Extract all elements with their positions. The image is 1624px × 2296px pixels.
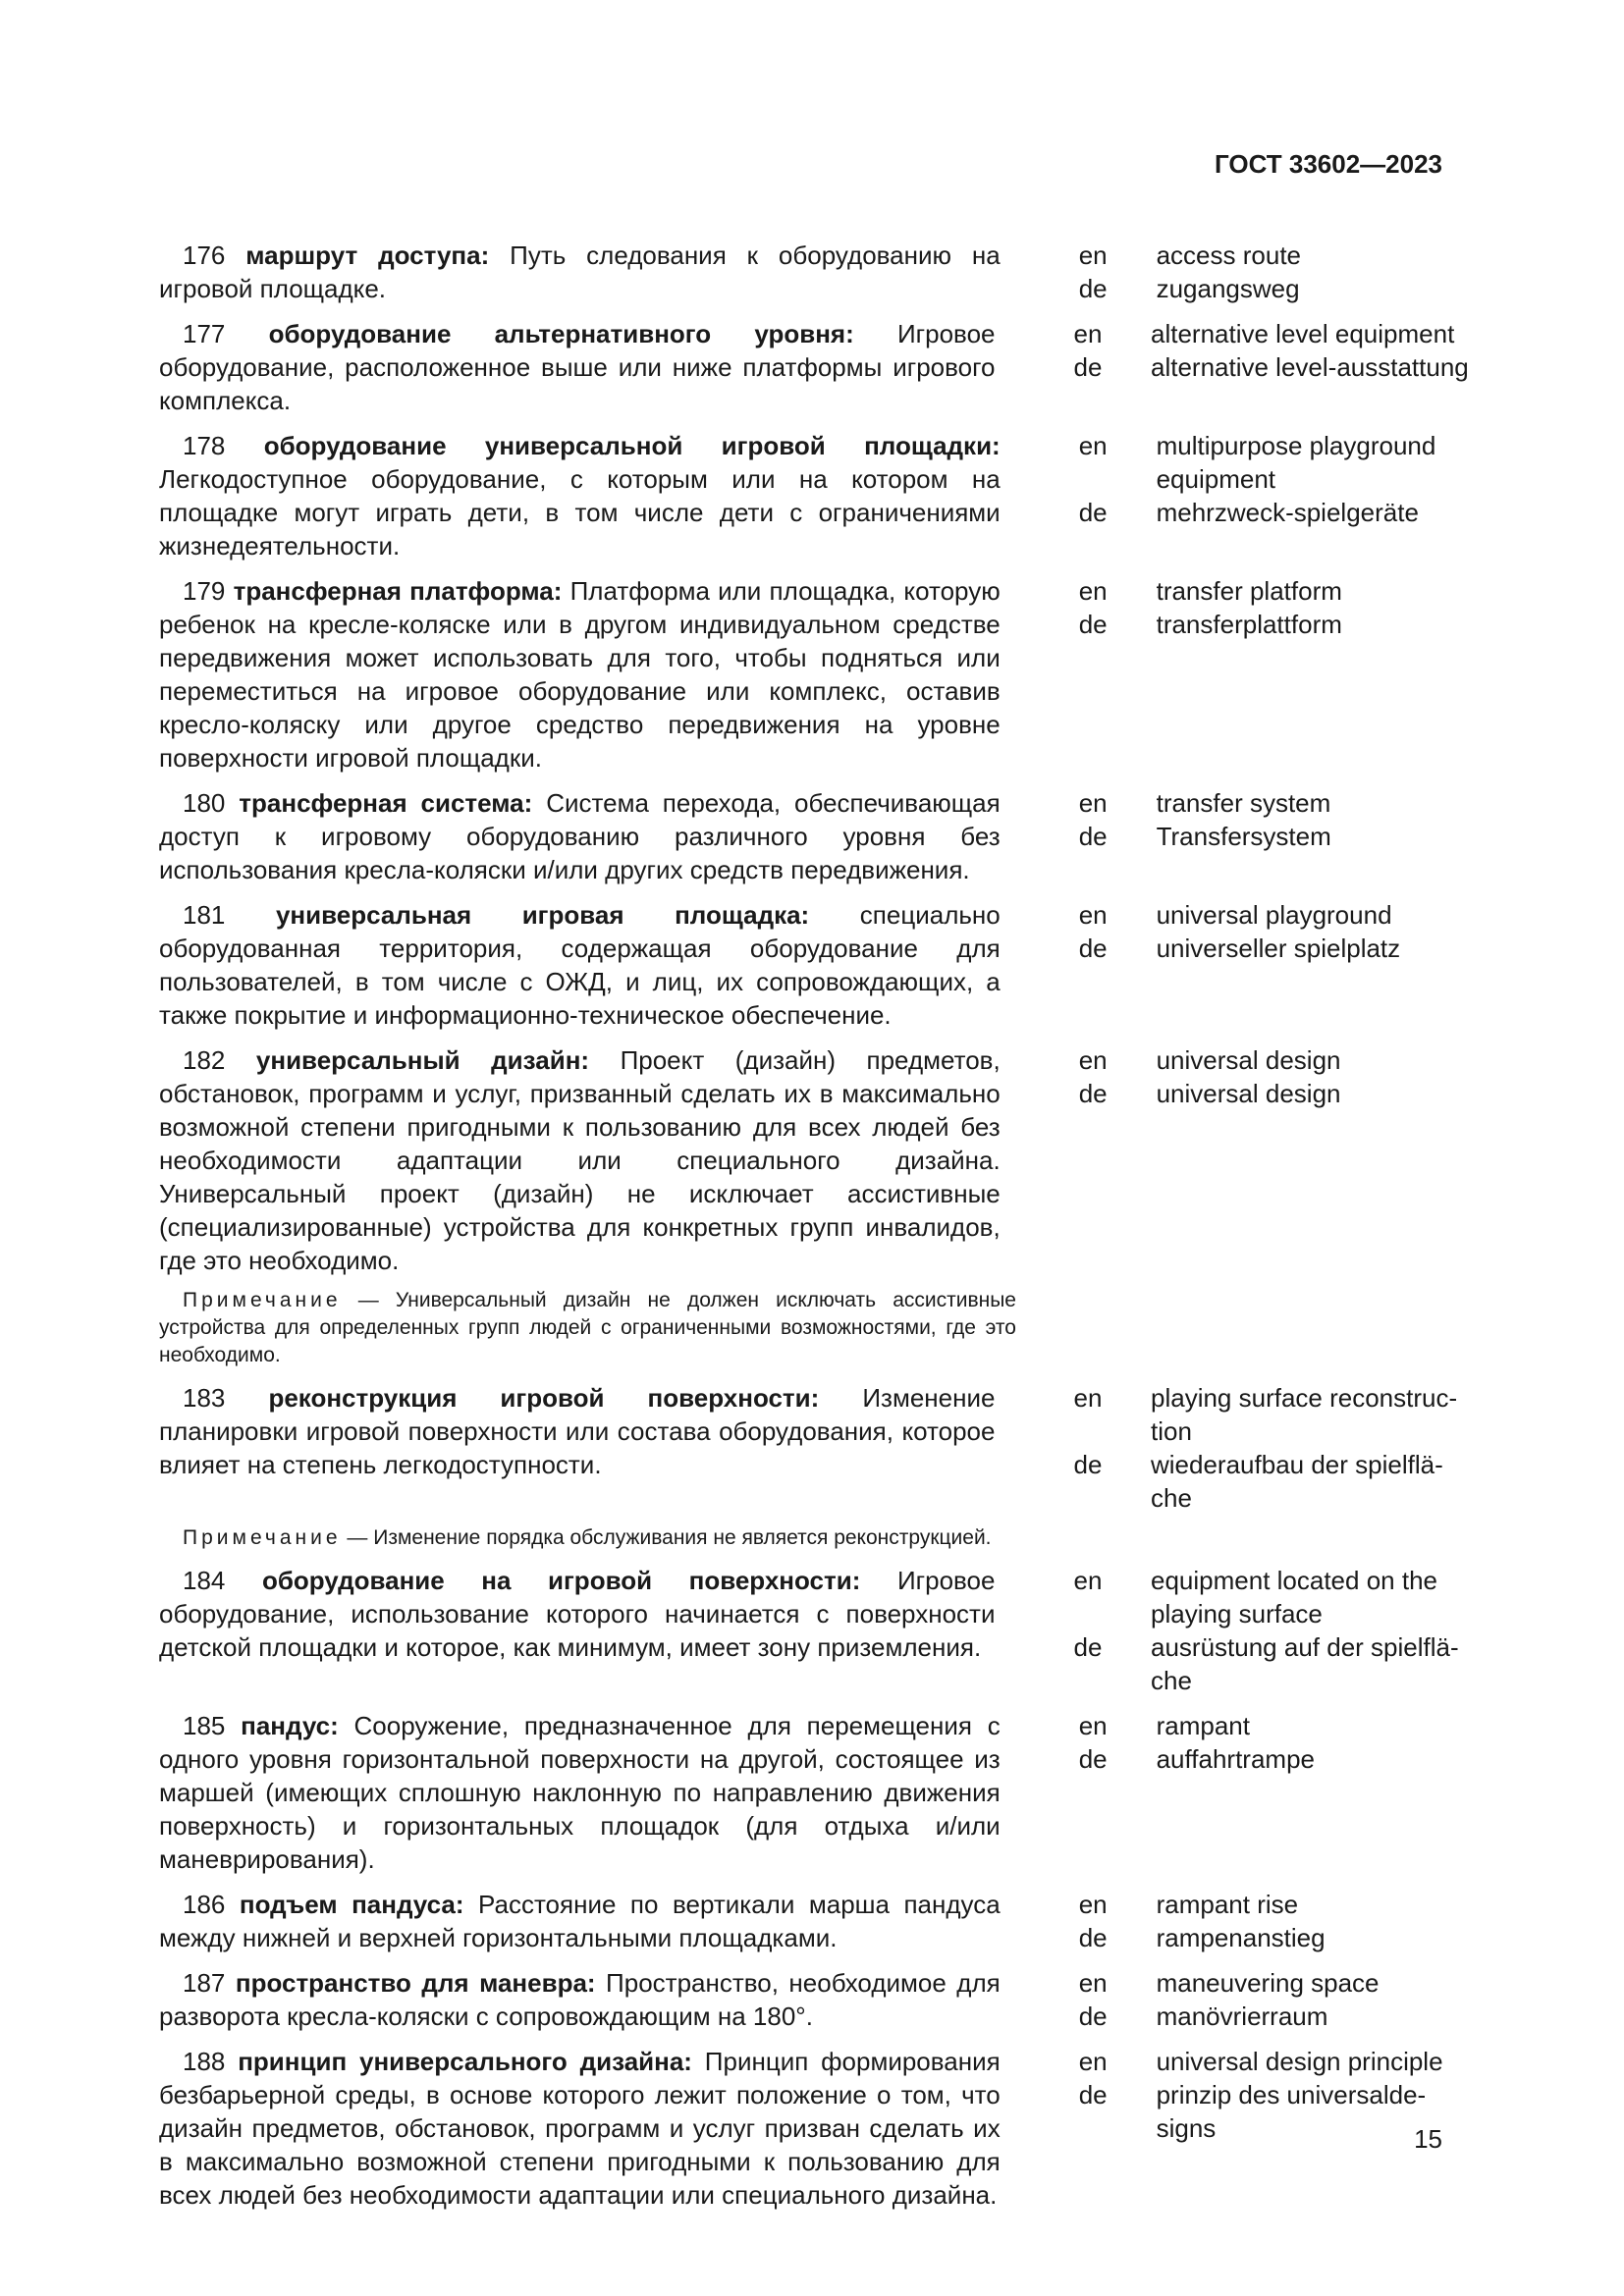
term-entry [159, 574, 1445, 774]
term-definition [159, 1043, 1001, 1277]
translation-line: manövrierraum [1156, 2002, 1328, 2031]
language-code: de [1078, 2080, 1108, 2109]
term-number: 182 [183, 1045, 226, 1075]
translations [1157, 1966, 1445, 2033]
term-entry [159, 2045, 1445, 2212]
term-name: подъем пандуса: [239, 1890, 464, 1919]
term-text: специально оборудованная территория, содержащая оборудование для пользователей, в том числе с ОЖД, и лиц, их сопровождающих, а также покрытие и информационно-техническое обеспечение. [159, 900, 1001, 1030]
term-entry [159, 1888, 1445, 1954]
note-label: Примечание [183, 1526, 342, 1549]
language-codes [1079, 574, 1137, 774]
page-number: 15 [1414, 2124, 1442, 2154]
term-entry [159, 1381, 1458, 1515]
term-name: трансферная система: [239, 788, 533, 818]
term-number: 187 [183, 1968, 226, 1998]
term-definition [159, 2045, 1001, 2212]
term-text: Игровое оборудование, использование которого начинается с поверхности детской площадки и которое, как минимум, имеет зону приземления. [159, 1566, 996, 1662]
language-code: en [1078, 240, 1108, 270]
term-entry [159, 1564, 1459, 1697]
language-code: de [1073, 1632, 1103, 1662]
translation-line: transfer system [1156, 788, 1331, 818]
note-body [159, 1287, 1016, 1369]
term-name: трансферная платформа: [233, 576, 563, 606]
term-definition [159, 239, 1001, 305]
translation-line: equipment located on the [1151, 1566, 1437, 1595]
term-number: 188 [183, 2047, 226, 2076]
language-code: en [1073, 319, 1103, 348]
note-text: — Универсальный дизайн не должен исключать ассистивные устройства для определенных групп людей с ограниченными возможностями, где это необходимо. [159, 1289, 1016, 1366]
term-number: 183 [183, 1383, 226, 1413]
term-entry [159, 429, 1445, 562]
language-codes [1079, 1043, 1137, 1277]
term-name: реконструкция игровой поверхности: [268, 1383, 820, 1413]
term-number: 180 [183, 788, 226, 818]
term-entry [159, 1709, 1445, 1876]
language-code [1073, 1415, 1131, 1448]
language-code: en [1073, 1383, 1103, 1413]
language-code: en [1078, 431, 1108, 460]
language-code: en [1078, 1890, 1108, 1919]
term-text: Изменение планировки игровой поверхности или состава оборудования, которое влияет на степень легкодоступности. [159, 1383, 996, 1479]
term-definition [159, 1564, 995, 1697]
term-text: Путь следования к оборудованию на игровой площадке. [159, 240, 1001, 303]
term-text: Сооружение, предназначенное для перемещения с одного уровня горизонтальной поверхности на другой, состоящее из маршей (имеющих сплошную наклонную по направлению движения поверхность) и горизонтальных площадок (для отдыха и/или маневрирования). [159, 1711, 1001, 1874]
term-number: 181 [183, 900, 226, 930]
language-codes [1079, 786, 1137, 886]
language-code: en [1078, 788, 1108, 818]
translations [1157, 429, 1445, 562]
language-code: de [1078, 498, 1108, 527]
translation-line: prinzip des universalde- [1156, 2080, 1427, 2109]
translation-line: playing surface reconstruc- [1151, 1383, 1458, 1413]
language-code: de [1078, 934, 1108, 963]
term-definition [159, 1966, 1001, 2033]
term-text: Расстояние по вертикали марша пандуса между нижней и верхней горизонтальными площадками. [159, 1890, 1001, 1952]
language-codes [1079, 898, 1137, 1032]
term-number: 179 [183, 576, 226, 606]
translation-line: universeller spielplatz [1156, 934, 1401, 963]
translation-line: che [1151, 1666, 1192, 1695]
translation-line: signs [1156, 2113, 1217, 2143]
translations [1157, 574, 1445, 774]
language-code [1073, 1597, 1131, 1630]
term-name: оборудование альтернативного уровня: [268, 319, 854, 348]
term-entry [159, 1966, 1445, 2033]
translation-line: che [1151, 1483, 1192, 1513]
translation-line: zugangsweg [1156, 274, 1300, 303]
term-name: принцип универсального дизайна: [238, 2047, 692, 2076]
language-codes [1079, 239, 1137, 305]
note-text: — Изменение порядка обслуживания не является реконструкцией. [347, 1526, 992, 1549]
term-name: универсальный дизайн: [255, 1045, 590, 1075]
term-definition [159, 1709, 1001, 1876]
language-code: de [1073, 352, 1103, 382]
term-text: Система перехода, обеспечивающая доступ к игровому оборудованию различного уровня без использования кресла-коляски и/или других средств передвижения. [159, 788, 1001, 884]
term-entry [159, 1043, 1445, 1277]
translation-line: ausrüstung auf der spielflä- [1151, 1632, 1459, 1662]
language-code: de [1078, 1744, 1108, 1774]
term-name: оборудование на игровой поверхности: [261, 1566, 861, 1595]
translation-line: wiederaufbau der spielflä- [1151, 1450, 1443, 1479]
language-code: en [1078, 1045, 1108, 1075]
translations [1157, 1043, 1445, 1277]
term-note [159, 1524, 1445, 1552]
term-text: Пространство, необходимое для разворота кресла-коляски с сопровождающим на 180°. [159, 1968, 1001, 2031]
translations [1157, 239, 1445, 305]
term-note [159, 1287, 1445, 1369]
term-name: универсальная игровая площадка: [275, 900, 810, 930]
translation-line: universal design [1156, 1045, 1341, 1075]
translation-line: mehrzweck-spielgeräte [1156, 498, 1419, 527]
translation-line: tion [1151, 1416, 1192, 1446]
translation-line: rampant [1156, 1711, 1250, 1740]
language-code: de [1078, 822, 1108, 851]
translation-line: universal design principle [1156, 2047, 1443, 2076]
term-definition [159, 1381, 995, 1515]
term-entry [159, 239, 1445, 305]
note-body [159, 1524, 1016, 1552]
language-code: de [1078, 610, 1108, 639]
language-codes [1079, 2045, 1137, 2212]
language-code: de [1078, 1079, 1108, 1108]
term-number: 177 [183, 319, 226, 348]
terms-list [159, 239, 1469, 2223]
translation-line: rampenanstieg [1156, 1923, 1326, 1952]
term-number: 176 [183, 240, 226, 270]
translation-line: universal design [1156, 1079, 1341, 1108]
term-definition [159, 429, 1001, 562]
term-text: Платформа или площадка, которую ребенок на кресле-коляске или в другом индивидуальном средстве передвижения может использовать для того, чтобы подняться или переместиться на игровое оборудование или комплекс, оставив кресло-коляску или другое средство передвижения на уровне поверхности игровой площадки. [159, 576, 1001, 773]
language-codes [1073, 1381, 1131, 1515]
language-code: de [1073, 1450, 1103, 1479]
translations [1157, 1709, 1445, 1876]
translation-line: transfer platform [1156, 576, 1342, 606]
document-number: ГОСТ 33602—2023 [1215, 149, 1442, 179]
language-code: en [1078, 1968, 1108, 1998]
translation-line: alternative level equipment [1151, 319, 1455, 348]
language-code: de [1078, 274, 1108, 303]
term-number: 178 [183, 431, 226, 460]
term-entry [159, 317, 1469, 417]
term-entry [159, 898, 1445, 1032]
language-code: en [1073, 1566, 1103, 1595]
translations [1157, 1888, 1445, 1954]
translations [1151, 317, 1469, 417]
language-code [1079, 462, 1137, 496]
translation-line: rampant rise [1156, 1890, 1299, 1919]
translation-line: Transfersystem [1156, 822, 1331, 851]
language-code: de [1078, 1923, 1108, 1952]
translation-line: universal playground [1156, 900, 1392, 930]
term-text: Игровое оборудование, расположенное выше или ниже платформы игрового комплекса. [159, 319, 996, 415]
translation-line: equipment [1156, 464, 1276, 494]
translations [1151, 1564, 1459, 1697]
translations [1151, 1381, 1458, 1515]
translation-line: playing surface [1151, 1599, 1323, 1629]
note-label: Примечание [183, 1289, 342, 1311]
language-code: de [1078, 2002, 1108, 2031]
translations [1157, 786, 1445, 886]
language-codes [1073, 1564, 1131, 1697]
term-number: 184 [183, 1566, 226, 1595]
term-definition [159, 574, 1001, 774]
language-code: en [1078, 1711, 1108, 1740]
translation-line: maneuvering space [1156, 1968, 1380, 1998]
term-definition [159, 898, 1001, 1032]
term-definition [159, 317, 995, 417]
language-code: en [1078, 2047, 1108, 2076]
language-codes [1079, 1966, 1137, 2033]
term-definition [159, 1888, 1001, 1954]
term-number: 186 [183, 1890, 226, 1919]
translation-line: transferplattform [1156, 610, 1342, 639]
translation-line: alternative level-ausstattung [1151, 352, 1469, 382]
translation-line: auffahrtrampe [1156, 1744, 1315, 1774]
term-definition [159, 786, 1001, 886]
translation-line: multipurpose playground [1156, 431, 1436, 460]
term-name: оборудование универсальной игровой площадки: [263, 431, 1001, 460]
language-code: en [1078, 576, 1108, 606]
language-codes [1073, 317, 1131, 417]
translation-line: access route [1156, 240, 1301, 270]
term-text: Проект (дизайн) предметов, обстановок, программ и услуг, призванный сделать их в максимально возможной степени пригодными к пользованию для всех людей без необходимости адаптации или специального дизайна. Универсальный проект (дизайн) не исключает ассистивные (специализированные) устройства для конкретных групп инвалидов, где это необходимо. [159, 1045, 1001, 1275]
language-codes [1079, 1709, 1137, 1876]
term-name: пандус: [241, 1711, 339, 1740]
translations [1157, 2045, 1445, 2212]
term-name: маршрут доступа: [245, 240, 490, 270]
translations [1157, 898, 1445, 1032]
term-text: Принцип формирования безбарьерной среды, в основе которого лежит положение о том, что дизайн предметов, обстановок, программ и услуг призван сделать их в максимально возможной степени пригодными к пользованию для всех людей без необходимости адаптации или специального дизайна. [159, 2047, 1001, 2210]
term-number: 185 [183, 1711, 226, 1740]
term-entry [159, 786, 1445, 886]
term-name: пространство для маневра: [235, 1968, 596, 1998]
term-text: Легкодоступное оборудование, с которым или на котором на площадке могут играть дети, в том числе дети с ограничениями жизнедеятельности. [159, 464, 1001, 561]
language-code: en [1078, 900, 1108, 930]
language-codes [1079, 1888, 1137, 1954]
language-codes [1079, 429, 1137, 562]
